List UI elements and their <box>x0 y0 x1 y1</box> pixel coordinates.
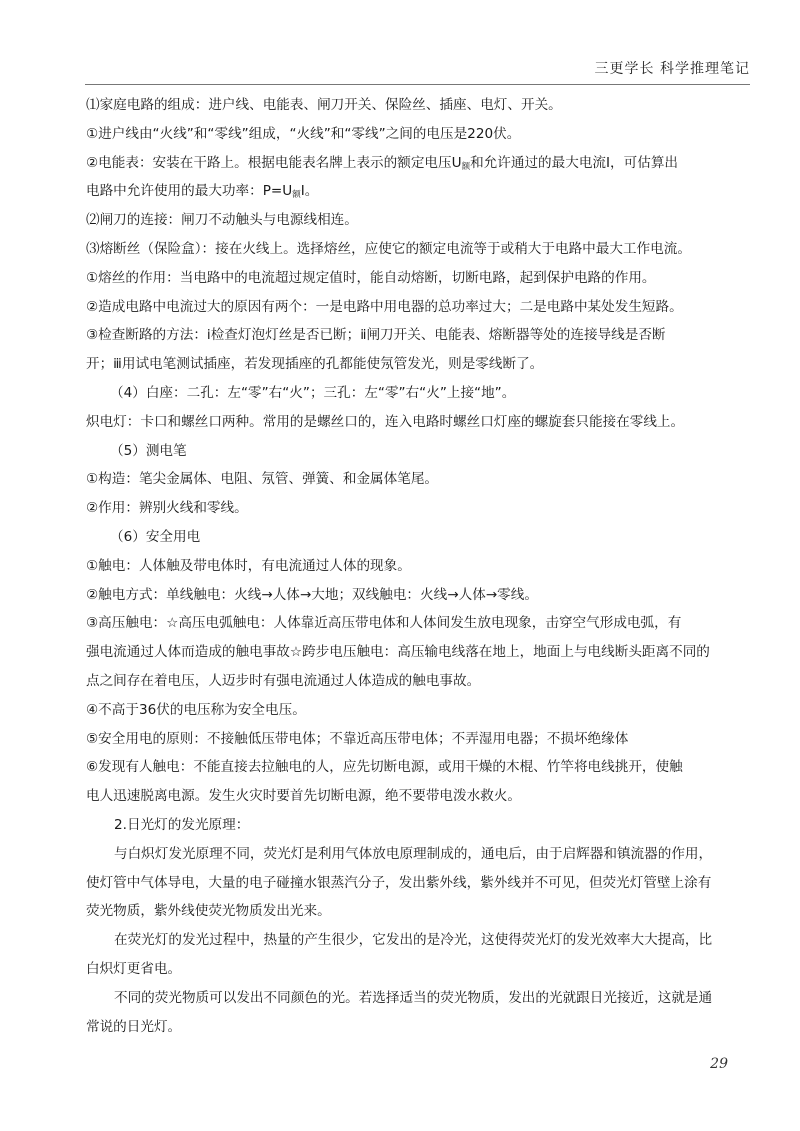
text-segment: 和允许通过的最大电流I，可估算出 <box>470 154 679 171</box>
text-line: ②触电方式：单线触电：火线→人体→大地；双线触电：火线→人体→零线。 <box>86 586 538 603</box>
header-divider <box>85 84 750 85</box>
text-line: ③高压触电：☆高压电弧触电：人体靠近高压带电体和人体间发生放电现象，击穿空气形成电弧，有 <box>86 615 682 632</box>
subscript-rated: 额 <box>292 190 301 201</box>
text-line: ⑵闸刀的连接：闸刀不动触头与电源线相连。 <box>86 212 358 229</box>
text-line: 开；ⅲ用试电笔测试插座，若发现插座的孔都能使氖管发光，则是零线断了。 <box>86 356 544 373</box>
text-line: ⑥发现有人触电：不能直接去拉触电的人，应先切断电源，或用干燥的木棍、竹竿将电线挑开，使触 <box>86 759 683 776</box>
text-line: ⑶熔断丝（保险盒）：接在火线上。选择熔丝，应使它的额定电流等于或稍大于电路中最大工作电流。 <box>86 240 691 257</box>
subscript-rated: 额 <box>461 161 471 172</box>
text-line: ⑤安全用电的原则：不接触低压带电体；不靠近高压带电体；不弄湿用电器；不损坏绝缘体 <box>86 730 629 747</box>
text-line: ①构造：笔尖金属体、电阻、氖管、弹簧、和金属体笔尾。 <box>86 471 439 488</box>
text-line: ④不高于36伏的电压称为安全电压。 <box>86 701 306 718</box>
text-line: 强电流通过人体而造成的触电事故☆跨步电压触电：高压输电线落在地上，地面上与电线断头距离不同的 <box>86 644 710 661</box>
text-line: 2.日光灯的发光原理： <box>114 816 250 833</box>
text-line: ③检查断路的方法：ⅰ检查灯泡灯丝是否已断；ⅱ闸刀开关、电能表、熔断器等处的连接导线是否断 <box>86 327 666 344</box>
page-number: 29 <box>710 1056 728 1072</box>
text-line <box>86 177 752 206</box>
text-segment: 电路中允许使用的最大功率：P=U <box>86 183 293 200</box>
text-line: 不同的荧光物质可以发出不同颜色的光。若选择适当的荧光物质，发出的光就跟日光接近，这就是通 <box>114 989 713 1006</box>
text-line: ②造成电路中电流过大的原因有两个：一是电路中用电器的总功率过大；二是电路中某处发生短路。 <box>86 298 683 315</box>
text-line <box>86 149 752 178</box>
text-line: （5）测电笔 <box>110 442 187 459</box>
text-segment: I。 <box>300 183 319 200</box>
text-line: （4）白座：二孔：左“零”右“火”；三孔：左“零”右“火”上接“地”。 <box>110 384 516 401</box>
text-line: 电人迅速脱离电源。发生火灾时要首先切断电源，绝不要带电泼水救火。 <box>86 788 521 805</box>
text-line: 使灯管中气体导电，大量的电子碰撞水银蒸汽分子，发出紫外线，紫外线并不可见，但荧光灯管壁上涂有 <box>86 874 712 891</box>
text-line: 白炽灯更省电。 <box>86 960 182 977</box>
text-line: 炽电灯：卡口和螺丝口两种。常用的是螺丝口的，连入电路时螺丝口灯座的螺旋套只能接在零线上。 <box>86 413 685 430</box>
text-line: ①进户线由“火线”和“零线”组成，“火线”和“零线”之间的电压是220伏。 <box>86 125 521 142</box>
text-line: （6）安全用电 <box>110 528 201 545</box>
document-body <box>86 91 752 1041</box>
text-line: ①触电：人体触及带电体时，有电流通过人体的现象。 <box>86 557 411 574</box>
text-line: 荧光物质，紫外线使荧光物质发出光来。 <box>86 903 331 920</box>
text-segment: ②电能表：安装在干路上。根据电能表名牌上表示的额定电压U <box>86 154 462 171</box>
text-line: 常说的日光灯。 <box>86 1018 182 1035</box>
page-header: 三更学长 科学推理笔记 <box>594 61 750 77</box>
text-line: 与白炽灯发光原理不同，荧光灯是利用气体放电原理制成的，通电后，由于启辉器和镇流器的作用， <box>114 845 713 862</box>
text-line: ⑴家庭电路的组成：进户线、电能表、闸刀开关、保险丝、插座、电灯、开关。 <box>86 97 562 113</box>
text-line: ①熔丝的作用：当电路中的电流超过规定值时，能自动熔断，切断电路，起到保护电路的作用。 <box>86 269 656 286</box>
text-line: 点之间存在着电压，人迈步时有强电流通过人体造成的触电事故。 <box>86 672 481 689</box>
text-line: 在荧光灯的发光过程中，热量的产生很少，它发出的是冷光，这使得荧光灯的发光效率大大提高，比 <box>114 932 713 949</box>
text-line: ②作用：辨别火线和零线。 <box>86 500 248 517</box>
